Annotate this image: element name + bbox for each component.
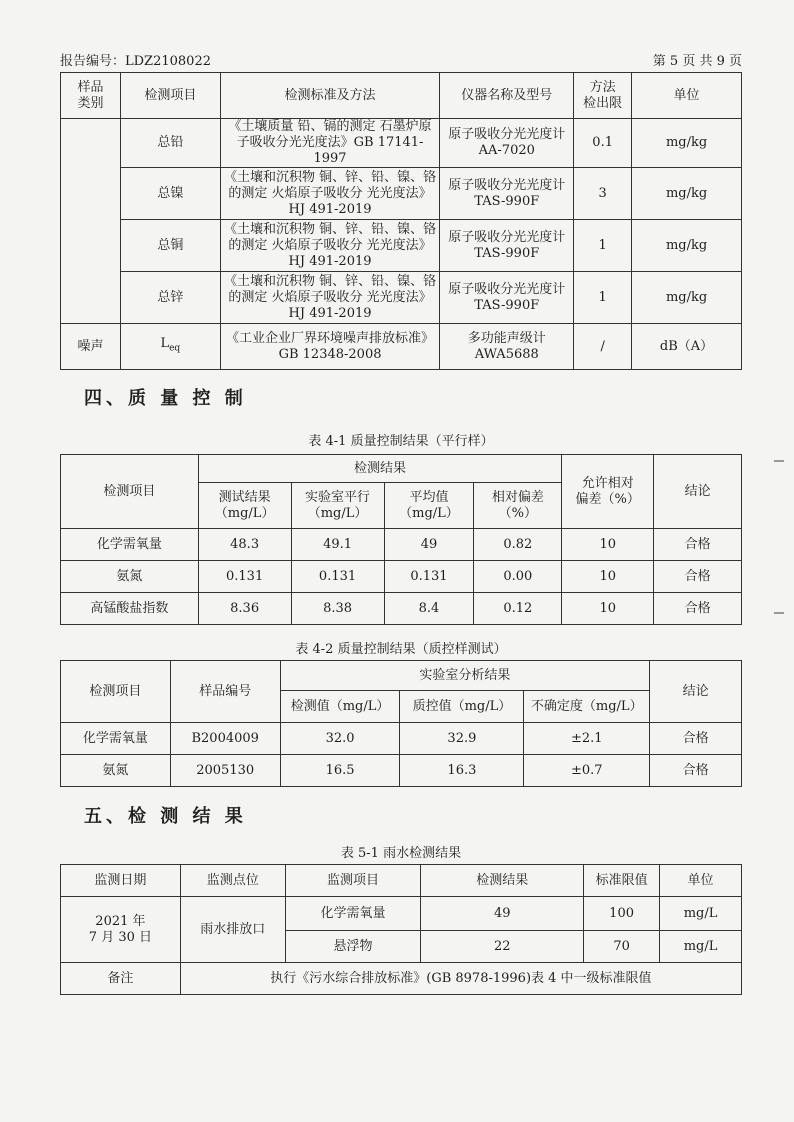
header-item: 检测项目 — [61, 455, 199, 529]
method: 《土壤和沉积物 铜、锌、铅、镍、铬的测定 火焰原子吸收分 光光度法》HJ 491-2019 — [220, 168, 440, 220]
monitor-location: 雨水排放口 — [180, 897, 285, 963]
report-number: 报告编号：LDZ2108022 — [60, 54, 211, 69]
scan-mark — [774, 460, 784, 462]
header-item: 检测项目 — [61, 661, 171, 723]
table-row: 2021 年 7 月 30 日 雨水排放口 化学需氧量 49 100 mg/L — [61, 897, 742, 931]
remark-text: 执行《污水综合排放标准》(GB 8978-1996)表 4 中一级标准限值 — [180, 963, 741, 995]
method: 《土壤质量 铅、镉的测定 石墨炉原子吸收分光光度法》GB 17141-1997 — [220, 119, 440, 168]
table-row — [61, 220, 742, 272]
limit: 1 — [574, 220, 632, 272]
table-5-1-caption: 表 5-1 雨水检测结果 — [340, 846, 462, 861]
header-sample-id: 样品编号 — [170, 661, 280, 723]
item: 总镍 — [120, 168, 220, 220]
table-4-2-caption: 表 4-2 质量控制结果（质控样测试） — [295, 642, 507, 657]
limit: 3 — [574, 168, 632, 220]
table-row — [61, 272, 742, 324]
table-row: 化学需氧量 B2004009 32.0 32.9 ±2.1 合格 — [61, 723, 742, 755]
header-lab-analysis-group: 实验室分析结果 — [280, 661, 650, 691]
item: 总铅 — [120, 119, 220, 168]
limit: 1 — [574, 272, 632, 324]
page-header — [60, 50, 742, 69]
instrument: 原子吸收分光光度计 TAS-990F — [440, 220, 574, 272]
header-unit: 单位 — [632, 73, 742, 119]
rainwater-results-table — [60, 864, 742, 995]
table-row: 氨氮 0.131 0.131 0.131 0.00 10 合格 — [61, 561, 742, 593]
instrument: 原子吸收分光光度计 TAS-990F — [440, 168, 574, 220]
header-conclusion: 结论 — [654, 455, 742, 529]
section-5-title: 五、检 测 结 果 — [84, 806, 247, 827]
remark-label: 备注 — [61, 963, 181, 995]
header-detection-limit: 方法 检出限 — [574, 73, 632, 119]
method: 《土壤和沉积物 铜、锌、铅、镍、铬的测定 火焰原子吸收分 光光度法》HJ 491-2019 — [220, 220, 440, 272]
header-conclusion: 结论 — [650, 661, 742, 723]
table-row — [61, 324, 742, 370]
table-row — [61, 963, 742, 995]
table-row — [61, 168, 742, 220]
table-row: 高锰酸盐指数 8.36 8.38 8.4 0.12 10 合格 — [61, 593, 742, 625]
header-qc-value: 质控值（mg/L） — [400, 691, 524, 723]
header-location: 监测点位 — [180, 865, 285, 897]
unit: dB（A） — [632, 324, 742, 370]
header-average: 平均值 （mg/L） — [384, 483, 474, 529]
item: $L_{eq}$ — [120, 324, 220, 370]
monitor-date: 2021 年 7 月 30 日 — [61, 897, 181, 963]
table-4-1-caption: 表 4-1 质量控制结果（平行样） — [308, 434, 494, 449]
header-allowed-deviation: 允许相对 偏差（%） — [562, 455, 654, 529]
header-result-group: 检测结果 — [198, 455, 562, 483]
unit: mg/kg — [632, 272, 742, 324]
item: 总锌 — [120, 272, 220, 324]
header-measured-value: 检测值（mg/L） — [280, 691, 400, 723]
unit: mg/kg — [632, 168, 742, 220]
methods-table — [60, 72, 742, 370]
instrument: 多功能声级计 AWA5688 — [440, 324, 574, 370]
table-row: 悬浮物 22 70 mg/L — [61, 931, 742, 963]
page-number: 第 5 页 共 9 页 — [652, 54, 742, 69]
instrument: 原子吸收分光光度计 AA-7020 — [440, 119, 574, 168]
item: 总铜 — [120, 220, 220, 272]
header-date: 监测日期 — [61, 865, 181, 897]
qc-parallel-table — [60, 454, 742, 625]
header-standard-limit: 标准限值 — [584, 865, 660, 897]
table-row: 氨氮 2005130 16.5 16.3 ±0.7 合格 — [61, 755, 742, 787]
method: 《土壤和沉积物 铜、锌、铅、镍、铬的测定 火焰原子吸收分 光光度法》HJ 491-2019 — [220, 272, 440, 324]
header-item: 监测项目 — [285, 865, 421, 897]
method: 《工业企业厂界环境噪声排放标准》GB 12348-2008 — [220, 324, 440, 370]
instrument: 原子吸收分光光度计 TAS-990F — [440, 272, 574, 324]
category: 噪声 — [61, 324, 121, 370]
table-row — [61, 119, 742, 168]
unit: mg/kg — [632, 119, 742, 168]
scan-mark — [774, 612, 784, 614]
header-relative-deviation: 相对偏差 （%） — [474, 483, 562, 529]
header-lab-parallel: 实验室平行 （mg/L） — [291, 483, 384, 529]
header-sample-category: 样品 类别 — [61, 73, 121, 119]
header-test-result: 测试结果 （mg/L） — [198, 483, 291, 529]
header-result: 检测结果 — [421, 865, 584, 897]
table-row: 化学需氧量 48.3 49.1 49 0.82 10 合格 — [61, 529, 742, 561]
limit: 0.1 — [574, 119, 632, 168]
header-unit: 单位 — [660, 865, 742, 897]
header-uncertainty: 不确定度（mg/L） — [524, 691, 650, 723]
limit: / — [574, 324, 632, 370]
header-test-item: 检测项目 — [120, 73, 220, 119]
header-standard-method: 检测标准及方法 — [220, 73, 440, 119]
header-instrument: 仪器名称及型号 — [440, 73, 574, 119]
section-4-title: 四、质 量 控 制 — [84, 388, 247, 409]
unit: mg/kg — [632, 220, 742, 272]
qc-sample-table — [60, 660, 742, 787]
